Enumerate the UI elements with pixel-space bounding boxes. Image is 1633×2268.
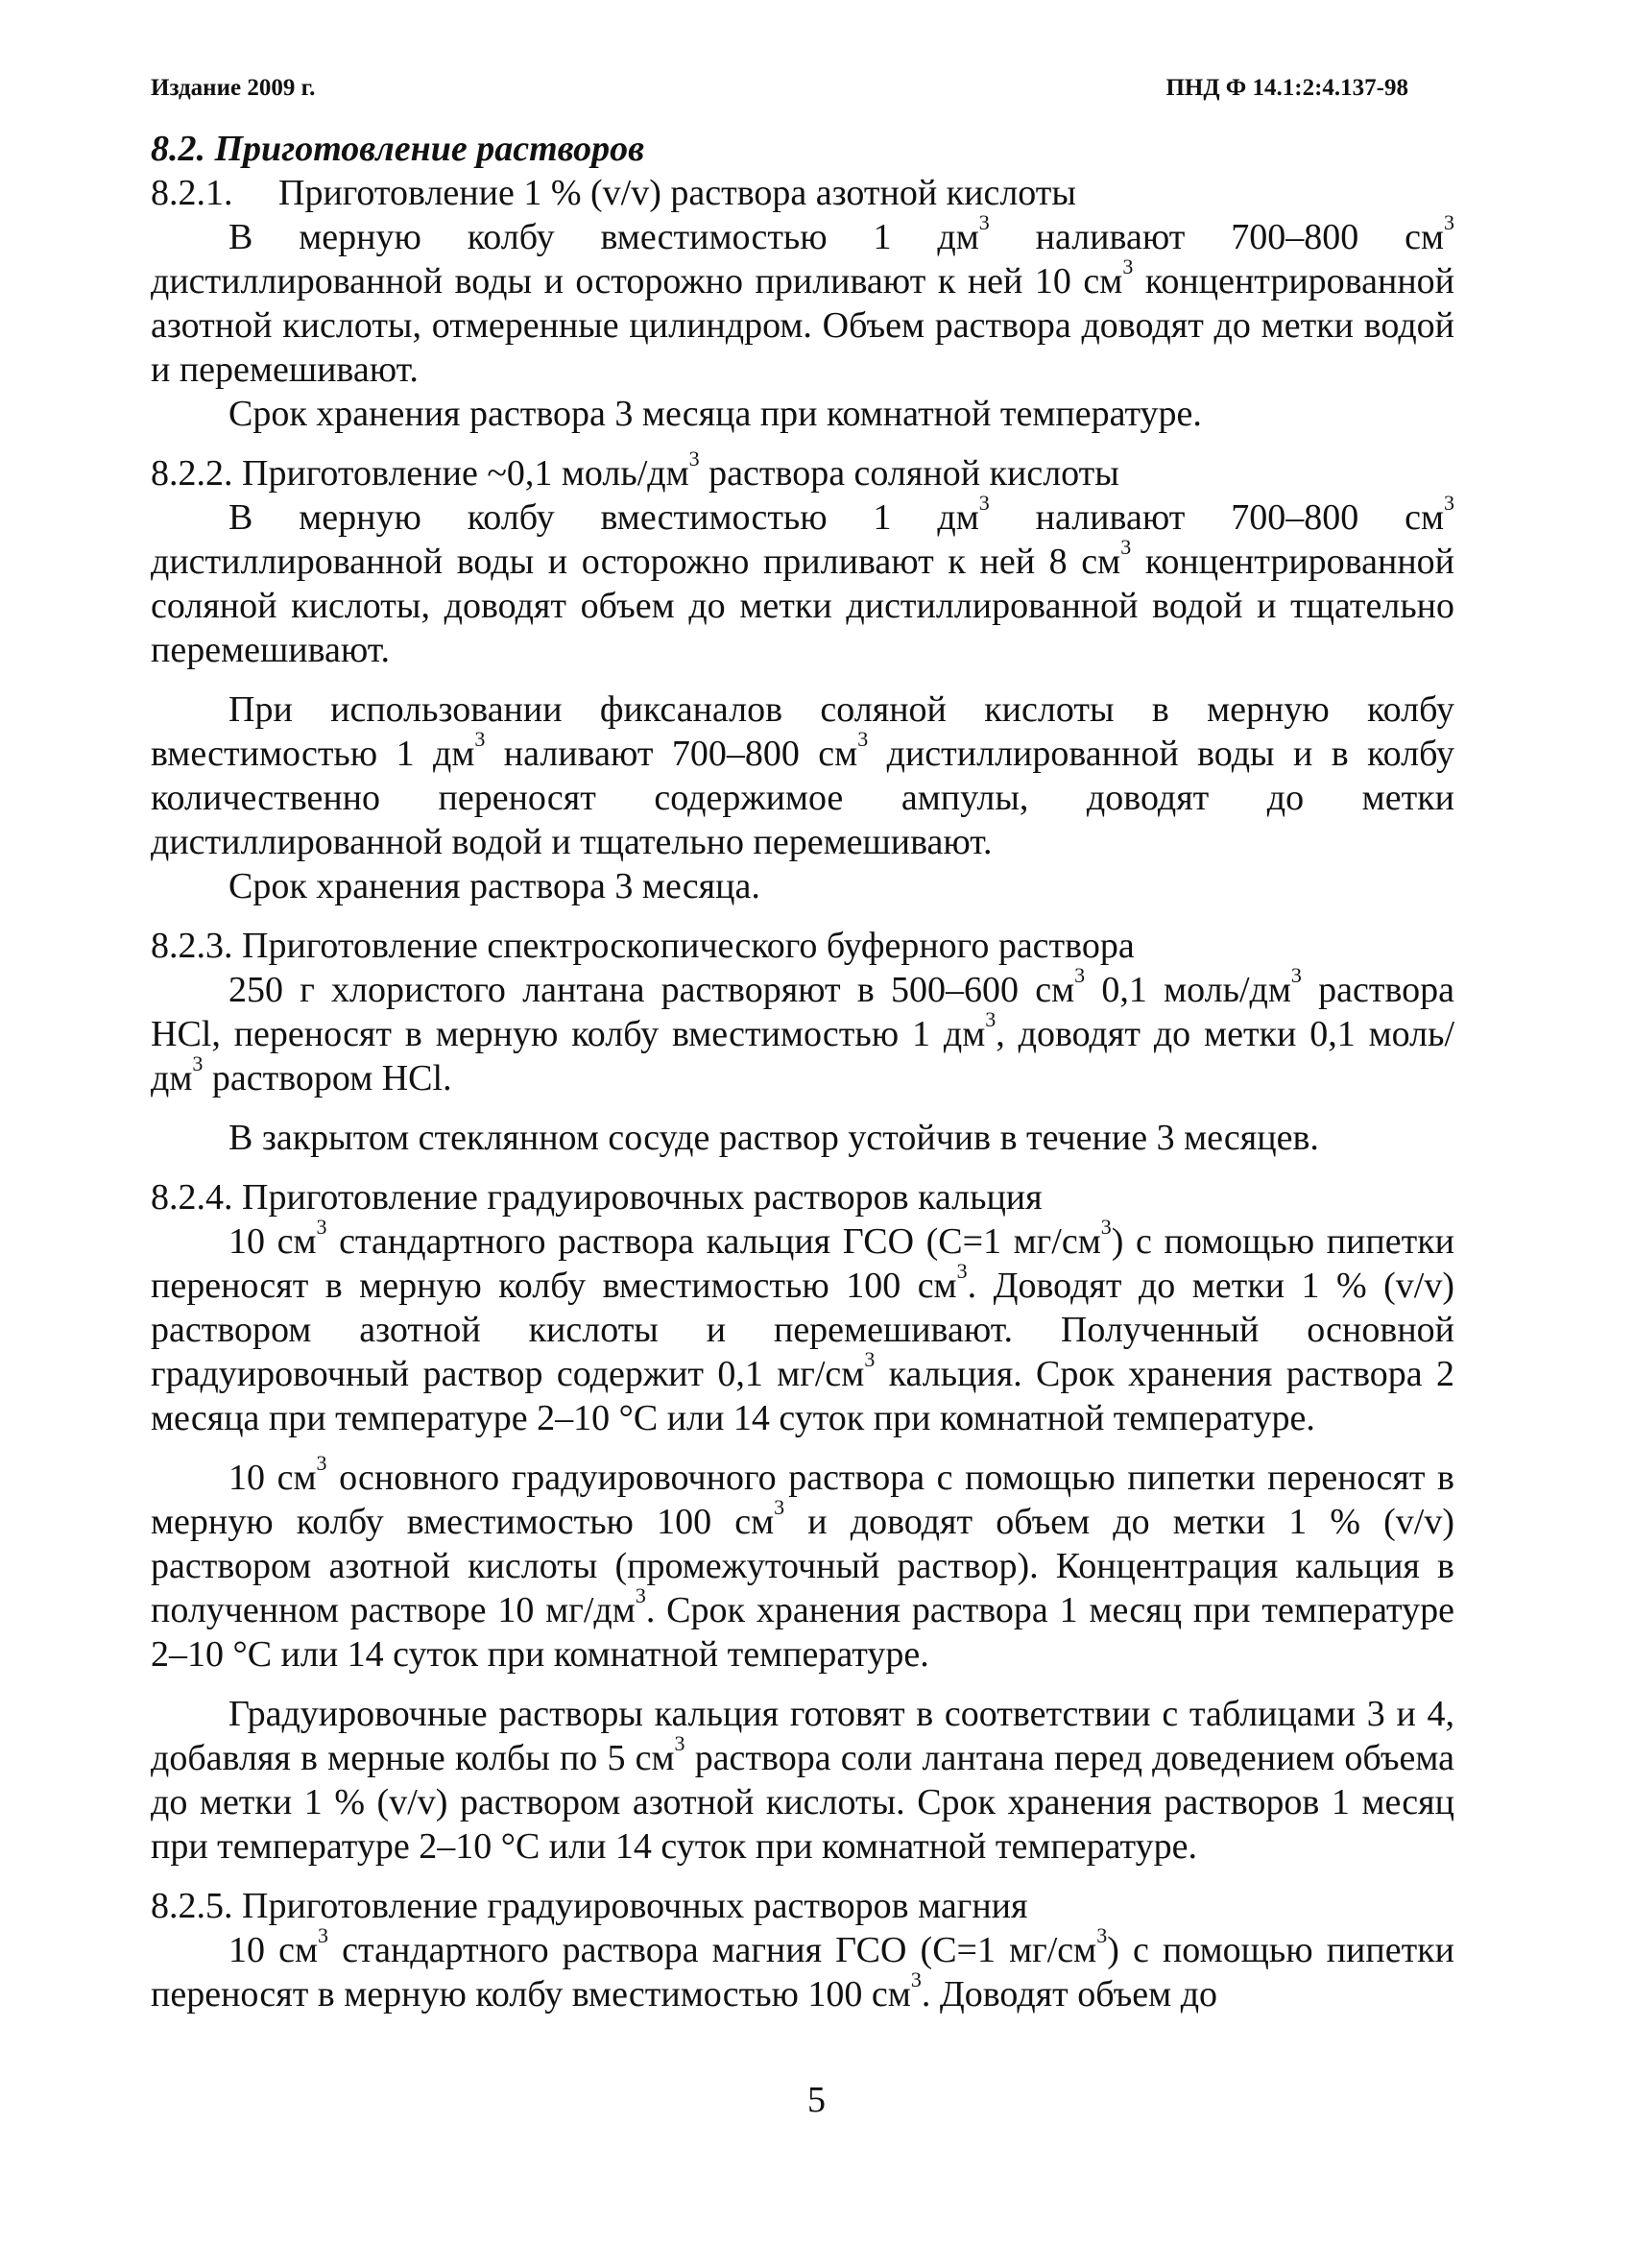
subsection-8-2-5-title: 8.2.5. Приготовление градуировочных растворов магния <box>151 1886 1028 1926</box>
paragraph-8-2-3-1: 250 г хлористого лантана растворяют в 500–600 $см^3$ 0,1 моль/$дм^3$ раствора HCl, переносят в мерную колбу вместимостью 1 $дм^3$, доводят до метки 0,1 моль/$дм^3$ раствором HCl. <box>151 963 1455 1098</box>
subsection-8-2-4-title: 8.2.4. Приготовление градуировочных растворов кальция <box>151 1177 1043 1218</box>
document-code: ПНД Ф 14.1:2:4.137-98 <box>1165 75 1408 101</box>
paragraph-8-2-1-2: Срок хранения раствора 3 месяца при комнатной температуре. <box>228 394 1202 434</box>
paragraph-8-2-5-1: 10 $см^3$ стандартного раствора магния ГСО (С=1 $мг/см^3$) с помощью пипетки переносят в мерную колбу вместимостью 100 $см^3$. Доводят объем до <box>151 1923 1454 2015</box>
paragraph-8-2-2-3: Срок хранения раствора 3 месяца. <box>228 866 760 906</box>
paragraph-8-2-1-1: В мерную колбу вместимостью 1 $дм^3$ наливают 700–800 $см^3$ дистиллированной воды и осторожно приливают к ней 10 $см^3$ концентрированной азотной кислоты, отмеренные цилиндром. Объем раствора доводят до метки водой и перемешивают. <box>151 210 1455 390</box>
subsection-8-2-2-title: 8.2.2. Приготовление ~0,1 моль/$дм^3$ раствора соляной кислоты <box>151 446 1119 494</box>
page-header <box>151 75 1408 113</box>
paragraph-8-2-4-1: 10 $см^3$ стандартного раствора кальция ГСО (С=1 $мг/см^3$) с помощью пипетки переносят в мерную колбу вместимостью 100 $см^3$. Доводят до метки 1 % (v/v) раствором азотной кислоты и перемешивают. Полученный основной градуировочный раствор содержит 0,1 $мг/см^3$ кальция. Срок хранения раствора 2 месяца при температуре 2–10 °С или 14 суток при комнатной температуре. <box>151 1215 1454 1438</box>
subsection-8-2-1-title: 8.2.1. Приготовление 1 % (v/v) раствора азотной кислоты <box>151 173 1076 213</box>
paragraph-8-2-3-2: В закрытом стеклянном сосуде раствор устойчив в течение 3 месяцев. <box>228 1118 1319 1158</box>
paragraph-8-2-2-2: При использовании фиксаналов соляной кислоты в мерную колбу вместимостью 1 $дм^3$ наливают 700–800 $см^3$ дистиллированной воды и в колбу количественно переносят содержимое ампулы, доводят до метки дистиллированной водой и тщательно перемешивают. <box>151 689 1454 862</box>
subsection-8-2-3-title: 8.2.3. Приготовление спектроскопического буферного раствора <box>151 926 1135 966</box>
paragraph-8-2-4-2: 10 $см^3$ основного градуировочного раствора с помощью пипетки переносят в мерную колбу вместимостью 100 $см^3$ и доводят объем до метки 1 % (v/v) раствором азотной кислоты (промежуточный раствор). Концентрация кальция в полученном растворе 10 $мг/дм^3$. Срок хранения раствора 1 месяц при температуре 2–10 °С или 14 суток при комнатной температуре. <box>151 1451 1455 1675</box>
document-body <box>151 127 1454 2016</box>
edition-label: Издание 2009 г. <box>151 75 316 101</box>
section-title: 8.2. Приготовление растворов <box>151 129 645 169</box>
paragraph-8-2-4-3: Градуировочные растворы кальция готовят в соответствии с таблицами 3 и 4, добавляя в мерные колбы по 5 $см^3$ раствора соли лантана перед доведением объема до метки 1 % (v/v) раствором азотной кислоты. Срок хранения растворов 1 месяц при температуре 2–10 °С или 14 суток при комнатной температуре. <box>151 1694 1454 1867</box>
paragraph-8-2-2-1: В мерную колбу вместимостью 1 $дм^3$ наливают 700–800 $см^3$ дистиллированной воды и осторожно приливают к ней 8 $см^3$ концентрированной соляной кислоты, доводят объем до метки дистиллированной водой и тщательно перемешивают. <box>151 491 1454 670</box>
page-number: 5 <box>807 2080 826 2120</box>
